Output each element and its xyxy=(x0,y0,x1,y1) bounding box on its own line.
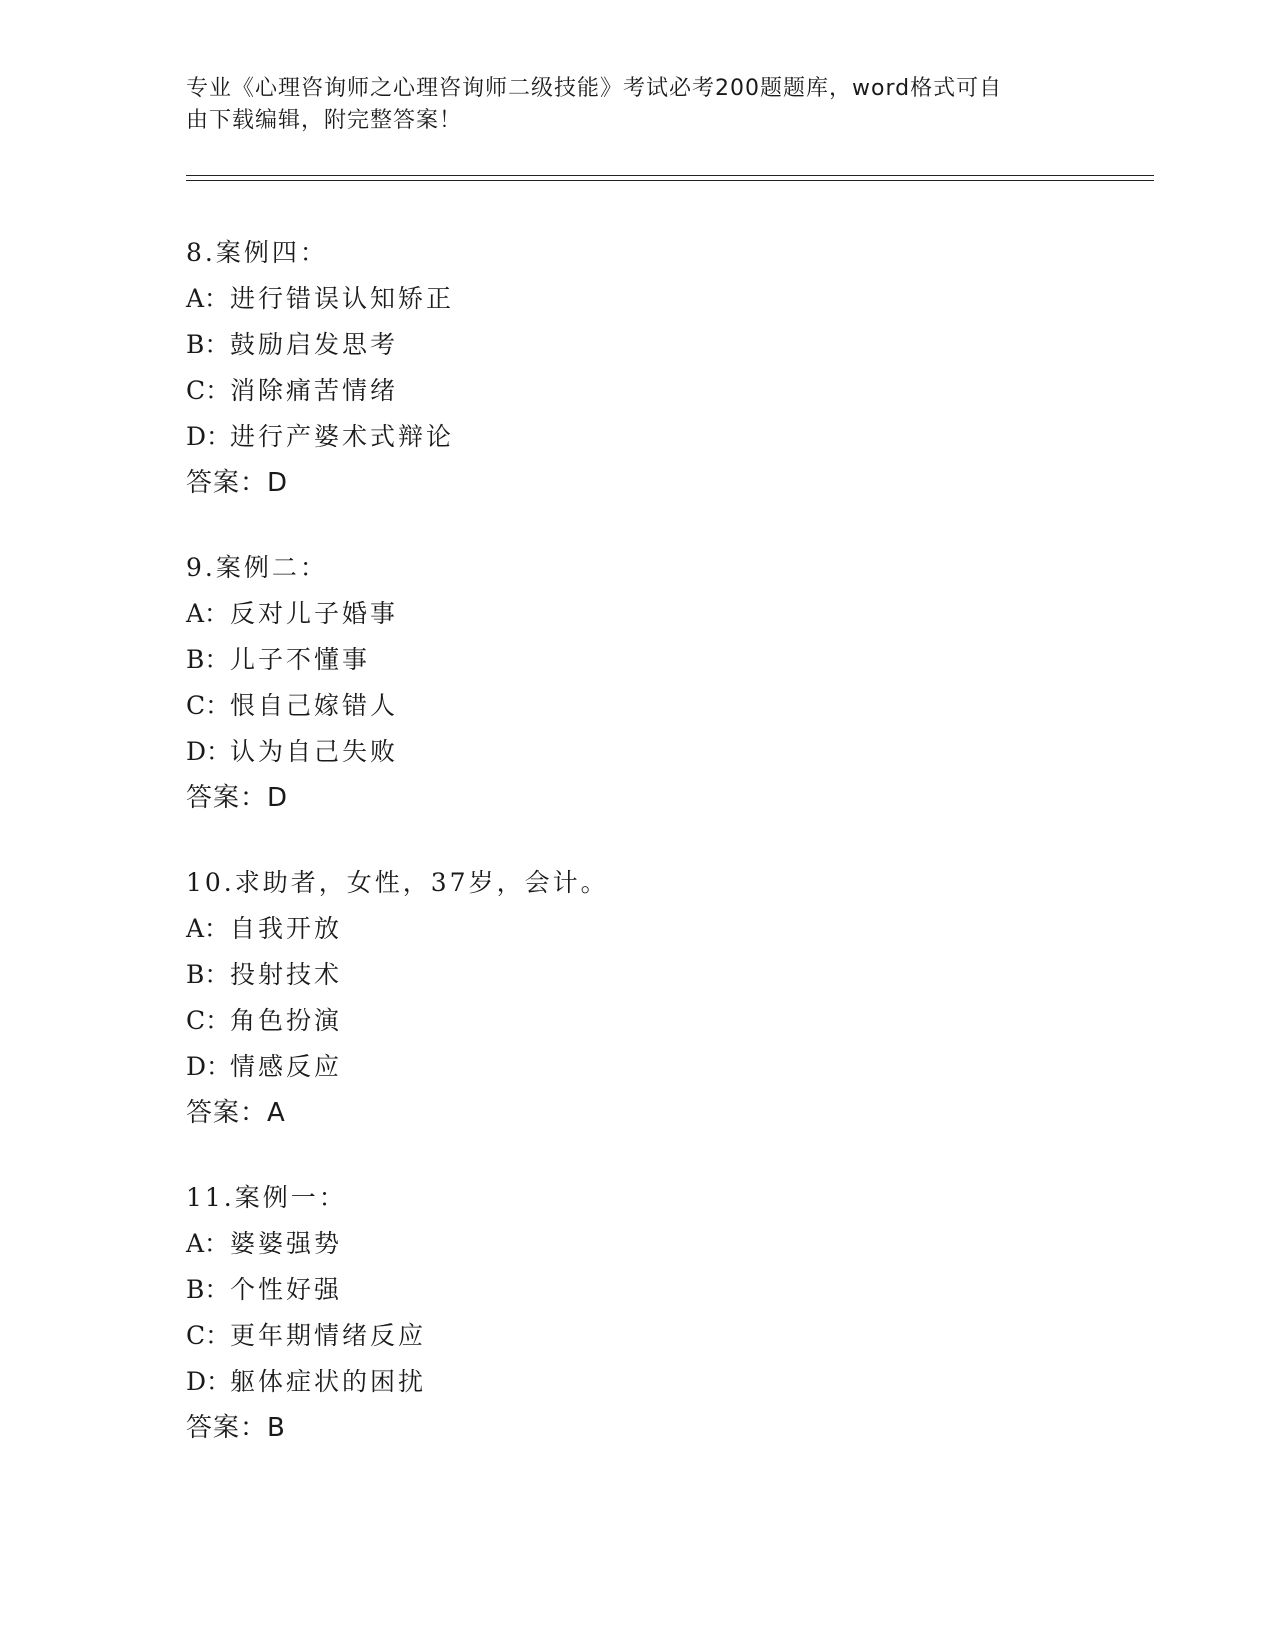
answer: 答案：D xyxy=(186,783,289,813)
header-line-2: 由下载编辑，附完整答案！ xyxy=(186,108,463,133)
question-stem: 10.求助者，女性，37岁，会计。 xyxy=(186,868,609,897)
option-text: 自我开放 xyxy=(230,914,343,943)
option-text: 进行产婆术式辩论 xyxy=(230,422,455,451)
option-text: 反对儿子婚事 xyxy=(230,599,399,628)
header-divider-top xyxy=(186,175,1154,176)
header-line-1: 专业《心理咨询师之心理咨询师二级技能》考试必考200题题库，word格式可自 xyxy=(186,76,1003,101)
question-9 xyxy=(186,545,398,821)
option-a xyxy=(186,276,454,322)
option-a xyxy=(186,1221,426,1267)
option-a xyxy=(186,906,609,952)
option-d xyxy=(186,1044,609,1090)
option-a xyxy=(186,591,398,637)
option-text: 角色扮演 xyxy=(230,1006,343,1035)
option-text: 更年期情绪反应 xyxy=(230,1321,427,1350)
option-key: D： xyxy=(186,422,232,451)
option-b xyxy=(186,637,398,683)
option-d xyxy=(186,1359,426,1405)
document-header xyxy=(186,73,1066,137)
question-10 xyxy=(186,860,609,1136)
option-text: 情感反应 xyxy=(230,1052,343,1081)
option-key: A： xyxy=(186,914,230,943)
option-text: 个性好强 xyxy=(230,1275,343,1304)
option-text: 投射技术 xyxy=(230,960,343,989)
answer: 答案：A xyxy=(186,1098,286,1128)
option-key: B： xyxy=(186,330,230,359)
option-d xyxy=(186,414,454,460)
answer: 答案：D xyxy=(186,468,289,498)
option-key: C： xyxy=(186,691,231,720)
option-text: 消除痛苦情绪 xyxy=(230,376,399,405)
option-text: 鼓励启发思考 xyxy=(230,330,399,359)
header-divider-bottom xyxy=(186,180,1154,181)
option-text: 认为自己失败 xyxy=(230,737,399,766)
option-b xyxy=(186,1267,426,1313)
option-text: 恨自己嫁错人 xyxy=(230,691,399,720)
option-key: A： xyxy=(186,1229,230,1258)
option-c xyxy=(186,1313,426,1359)
option-key: D： xyxy=(186,1052,232,1081)
option-c xyxy=(186,683,398,729)
option-b xyxy=(186,322,454,368)
question-11 xyxy=(186,1175,426,1451)
option-c xyxy=(186,998,609,1044)
option-key: C： xyxy=(186,376,231,405)
option-text: 婆婆强势 xyxy=(230,1229,343,1258)
option-key: B： xyxy=(186,960,230,989)
option-key: A： xyxy=(186,284,230,313)
question-8 xyxy=(186,230,454,506)
option-key: B： xyxy=(186,1275,230,1304)
answer: 答案：B xyxy=(186,1413,286,1443)
option-key: D： xyxy=(186,737,232,766)
option-text: 进行错误认知矫正 xyxy=(230,284,455,313)
option-text: 儿子不懂事 xyxy=(230,645,371,674)
option-key: C： xyxy=(186,1006,231,1035)
option-key: B： xyxy=(186,645,230,674)
option-key: A： xyxy=(186,599,230,628)
option-b xyxy=(186,952,609,998)
question-stem: 9.案例二： xyxy=(186,553,328,582)
question-stem: 8.案例四： xyxy=(186,238,328,267)
option-key: C： xyxy=(186,1321,231,1350)
option-key: D： xyxy=(186,1367,232,1396)
option-d xyxy=(186,729,398,775)
option-text: 躯体症状的困扰 xyxy=(230,1367,427,1396)
option-c xyxy=(186,368,454,414)
question-stem: 11.案例一： xyxy=(186,1183,347,1212)
